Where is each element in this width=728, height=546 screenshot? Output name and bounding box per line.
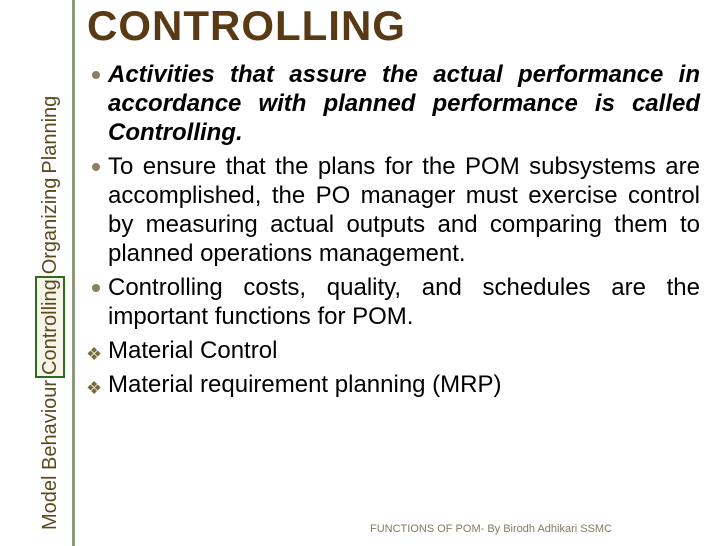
divider-line bbox=[72, 0, 75, 546]
bullet-item bbox=[84, 60, 700, 147]
slide-footer: FUNCTIONS OF POM- By Birodh Adhikari SSMC bbox=[370, 523, 613, 535]
side-tab-organizing[interactable]: Organizing bbox=[39, 177, 61, 275]
diamond-bullet-icon: ❖ bbox=[86, 378, 103, 398]
side-tabs-strip bbox=[28, 0, 72, 546]
bullet-dot-icon bbox=[92, 163, 100, 171]
bullet-text: Controlling costs, quality, and schedules are the important functions for POM. bbox=[108, 274, 700, 330]
side-tab-planning[interactable]: Planning bbox=[39, 95, 61, 174]
bullet-item bbox=[84, 370, 700, 399]
diamond-bullet-icon: ❖ bbox=[86, 344, 103, 364]
bullet-text: Material requirement planning (MRP) bbox=[108, 371, 502, 398]
bullet-list bbox=[84, 60, 700, 399]
bullet-item bbox=[84, 273, 700, 331]
bullet-text: Material Control bbox=[108, 337, 278, 364]
bullet-text: To ensure that the plans for the POM subsystems are accomplished, the PO manager must exercise control by measuring actual outputs and comparing them to planned operations management. bbox=[108, 153, 700, 267]
bullet-item bbox=[84, 152, 700, 268]
side-navigation bbox=[28, 0, 72, 546]
side-tab-model-behaviour[interactable]: Model Behaviour bbox=[39, 379, 61, 530]
side-tab-controlling[interactable]: Controlling bbox=[35, 276, 65, 378]
slide-title: CONTROLLING bbox=[87, 2, 406, 49]
bullet-item bbox=[84, 336, 700, 365]
bullet-dot-icon bbox=[92, 284, 100, 292]
bullet-dot-icon bbox=[92, 71, 100, 79]
bullet-text: Activities that assure the actual performance in accordance with planned performance is called Controlling. bbox=[108, 61, 700, 146]
